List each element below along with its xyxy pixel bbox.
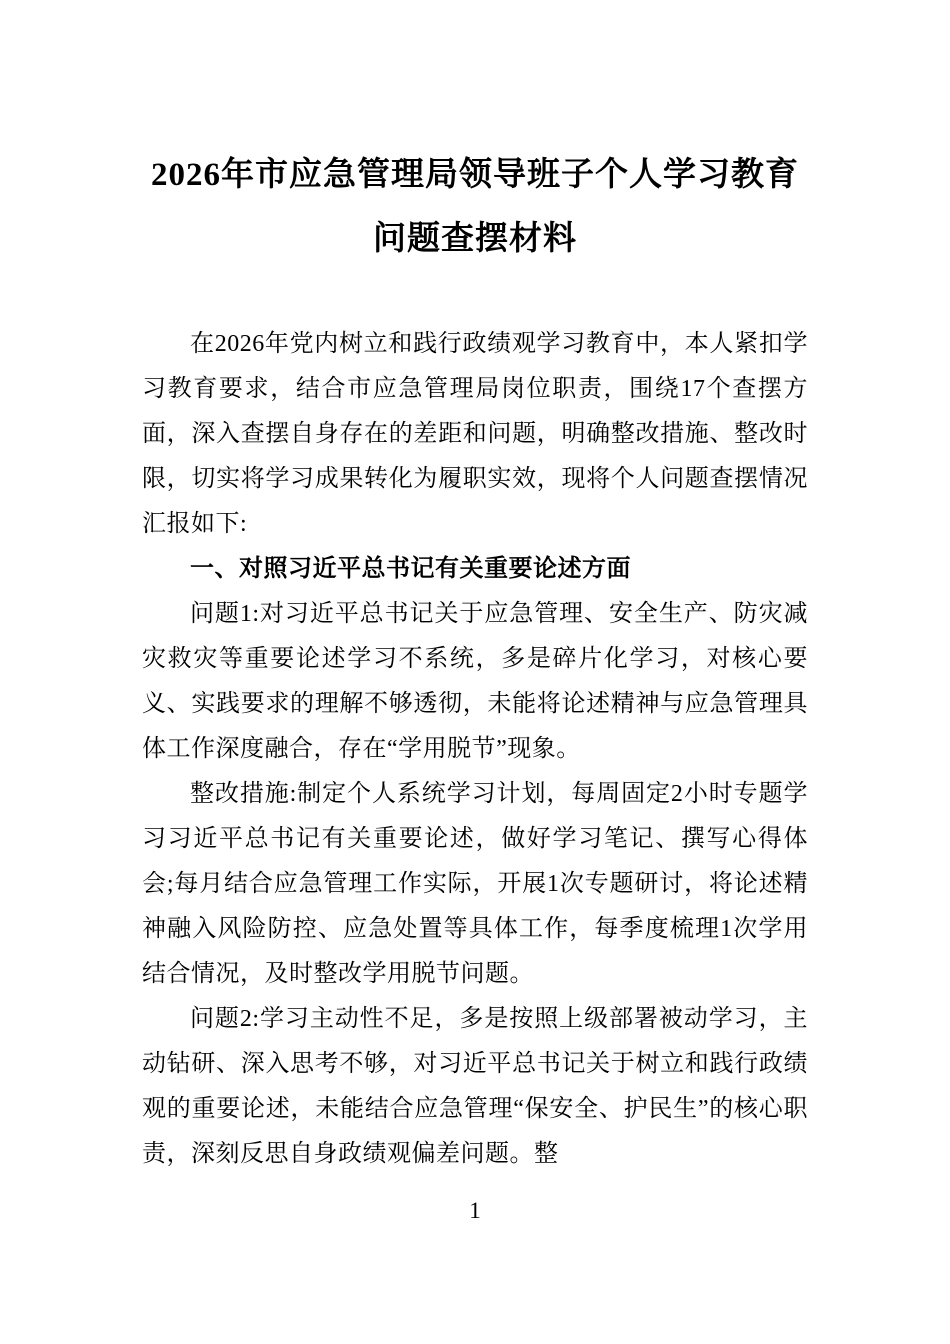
body-paragraph: 问题2:学习主动性不足，多是按照上级部署被动学习，主动钻研、深入思考不够，对习近平总书记关于树立和践行政绩观的重要论述，未能结合应急管理“保安全、护民生”的核心职责，深刻反思自身政绩观偏差问题。整: [142, 1005, 808, 1167]
page-number: 1: [469, 1198, 481, 1223]
document-title: 2026年市应急管理局领导班子个人学习教育问题查摆材料: [151, 157, 799, 258]
body-paragraph: 整改措施:制定个人系统学习计划，每周固定2小时专题学习习近平总书记有关重要论述，做好学习笔记、撰写心得体会;每月结合应急管理工作实际，开展1次专题研讨，将论述精神融入风险防控、应急处置等具体工作，每季度梳理1次学用结合情况，及时整改学用脱节问题。: [142, 780, 808, 987]
document-body: [142, 322, 808, 1177]
section-heading: 一、对照习近平总书记有关重要论述方面: [190, 555, 631, 582]
body-paragraph: 问题1:对习近平总书记关于应急管理、安全生产、防灾减灾救灾等重要论述学习不系统，多是碎片化学习，对核心要义、实践要求的理解不够透彻，未能将论述精神与应急管理具体工作深度融合，存在“学用脱节”现象。: [142, 600, 808, 762]
body-paragraph: 在2026年党内树立和践行政绩观学习教育中，本人紧扣学习教育要求，结合市应急管理局岗位职责，围绕17个查摆方面，深入查摆自身存在的差距和问题，明确整改措施、整改时限，切实将学习成果转化为履职实效，现将个人问题查摆情况汇报如下:: [142, 330, 808, 537]
